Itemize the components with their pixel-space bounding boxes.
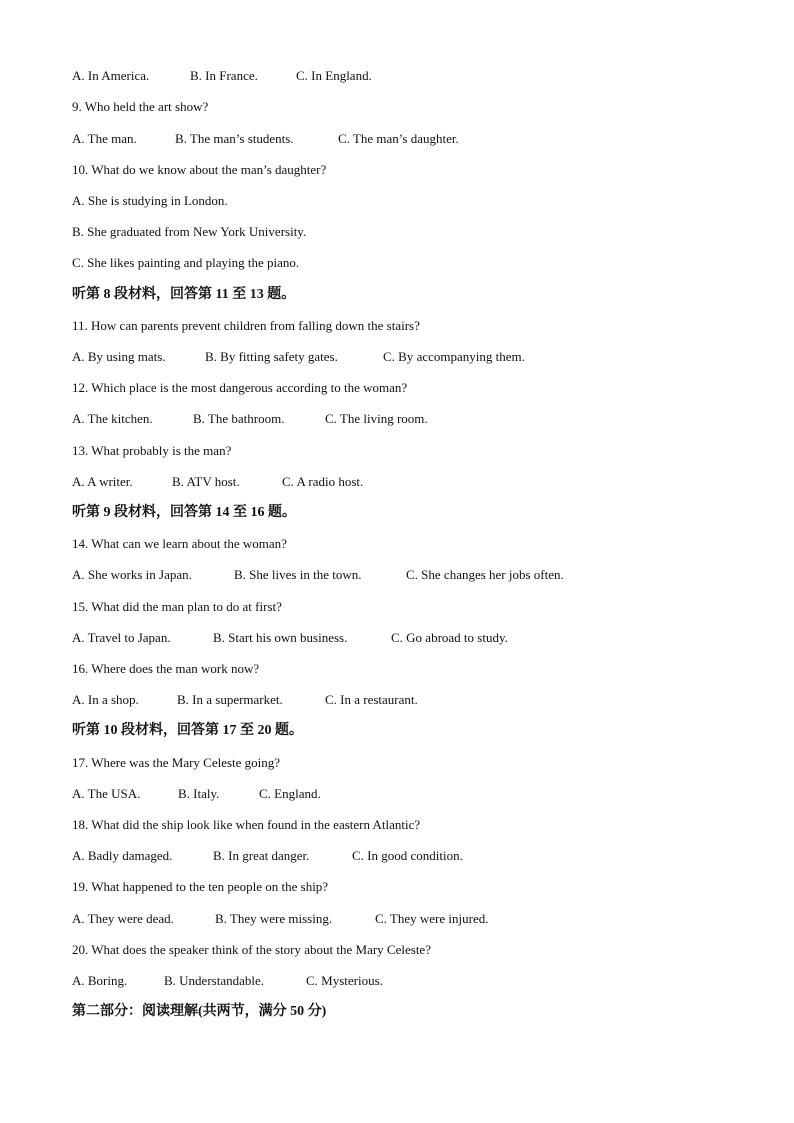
q13-option-c: C. A radio host. [282, 474, 364, 489]
q14-option-b: B. She lives in the town. [234, 567, 362, 582]
q15-question: 15. What did the man plan to do at first? [72, 599, 282, 614]
q17-option-b: B. Italy. [178, 786, 220, 801]
q9-option-c: C. The man’s daughter. [338, 131, 459, 146]
q11-question: 11. How can parents prevent children from falling down the stairs? [72, 318, 420, 333]
q11-option-a: A. By using mats. [72, 349, 166, 364]
section-8-heading: 听第 8 段材料，回答第 11 至 13 题。 [72, 287, 296, 302]
section-9-heading: 听第 9 段材料，回答第 14 至 16 题。 [72, 505, 296, 520]
q15-option-a: A. Travel to Japan. [72, 630, 171, 645]
q8-option-b: B. In France. [190, 68, 258, 83]
q20-question: 20. What does the speaker think of the story about the Mary Celeste? [72, 942, 431, 957]
section-10-heading: 听第 10 段材料，回答第 17 至 20 题。 [72, 723, 303, 738]
q14-question: 14. What can we learn about the woman? [72, 536, 287, 551]
q10-option-b: B. She graduated from New York University. [72, 224, 307, 239]
q18-option-a: A. Badly damaged. [72, 848, 173, 863]
q13-option-b: B. ATV host. [172, 474, 240, 489]
q17-option-c: C. England. [259, 786, 321, 801]
q18-question: 18. What did the ship look like when found in the eastern Atlantic? [72, 817, 421, 832]
q12-option-a: A. The kitchen. [72, 411, 153, 426]
q11-option-c: C. By accompanying them. [383, 349, 525, 364]
q9-option-b: B. The man’s students. [175, 131, 294, 146]
q17-option-a: A. The USA. [72, 786, 141, 801]
q16-question: 16. Where does the man work now? [72, 661, 260, 676]
q20-option-a: A. Boring. [72, 973, 128, 988]
part-2-heading: 第二部分：阅读理解(共两节，满分 50 分) [72, 1004, 327, 1019]
q8-option-a: A. In America. [72, 68, 150, 83]
q9-option-a: A. The man. [72, 131, 137, 146]
q19-option-c: C. They were injured. [375, 911, 489, 926]
q20-option-b: B. Understandable. [164, 973, 265, 988]
q10-question: 10. What do we know about the man’s daughter? [72, 162, 327, 177]
q8-option-c: C. In England. [296, 68, 372, 83]
q11-option-b: B. By fitting safety gates. [205, 349, 338, 364]
q16-option-a: A. In a shop. [72, 692, 139, 707]
q10-option-a: A. She is studying in London. [72, 193, 228, 208]
q12-option-b: B. The bathroom. [193, 411, 285, 426]
q18-option-c: C. In good condition. [352, 848, 463, 863]
q15-option-b: B. Start his own business. [213, 630, 348, 645]
q12-question: 12. Which place is the most dangerous according to the woman? [72, 380, 408, 395]
q16-option-b: B. In a supermarket. [177, 692, 283, 707]
q9-question: 9. Who held the art show? [72, 99, 209, 114]
q14-option-a: A. She works in Japan. [72, 567, 192, 582]
q12-option-c: C. The living room. [325, 411, 428, 426]
q13-question: 13. What probably is the man? [72, 443, 232, 458]
q19-option-a: A. They were dead. [72, 911, 174, 926]
q15-option-c: C. Go abroad to study. [391, 630, 508, 645]
q20-option-c: C. Mysterious. [306, 973, 383, 988]
q14-option-c: C. She changes her jobs often. [406, 567, 564, 582]
q19-question: 19. What happened to the ten people on the ship? [72, 879, 329, 894]
q18-option-b: B. In great danger. [213, 848, 310, 863]
q16-option-c: C. In a restaurant. [325, 692, 418, 707]
q17-question: 17. Where was the Mary Celeste going? [72, 755, 281, 770]
q19-option-b: B. They were missing. [215, 911, 333, 926]
q10-option-c: C. She likes painting and playing the piano. [72, 255, 300, 270]
q13-option-a: A. A writer. [72, 474, 133, 489]
